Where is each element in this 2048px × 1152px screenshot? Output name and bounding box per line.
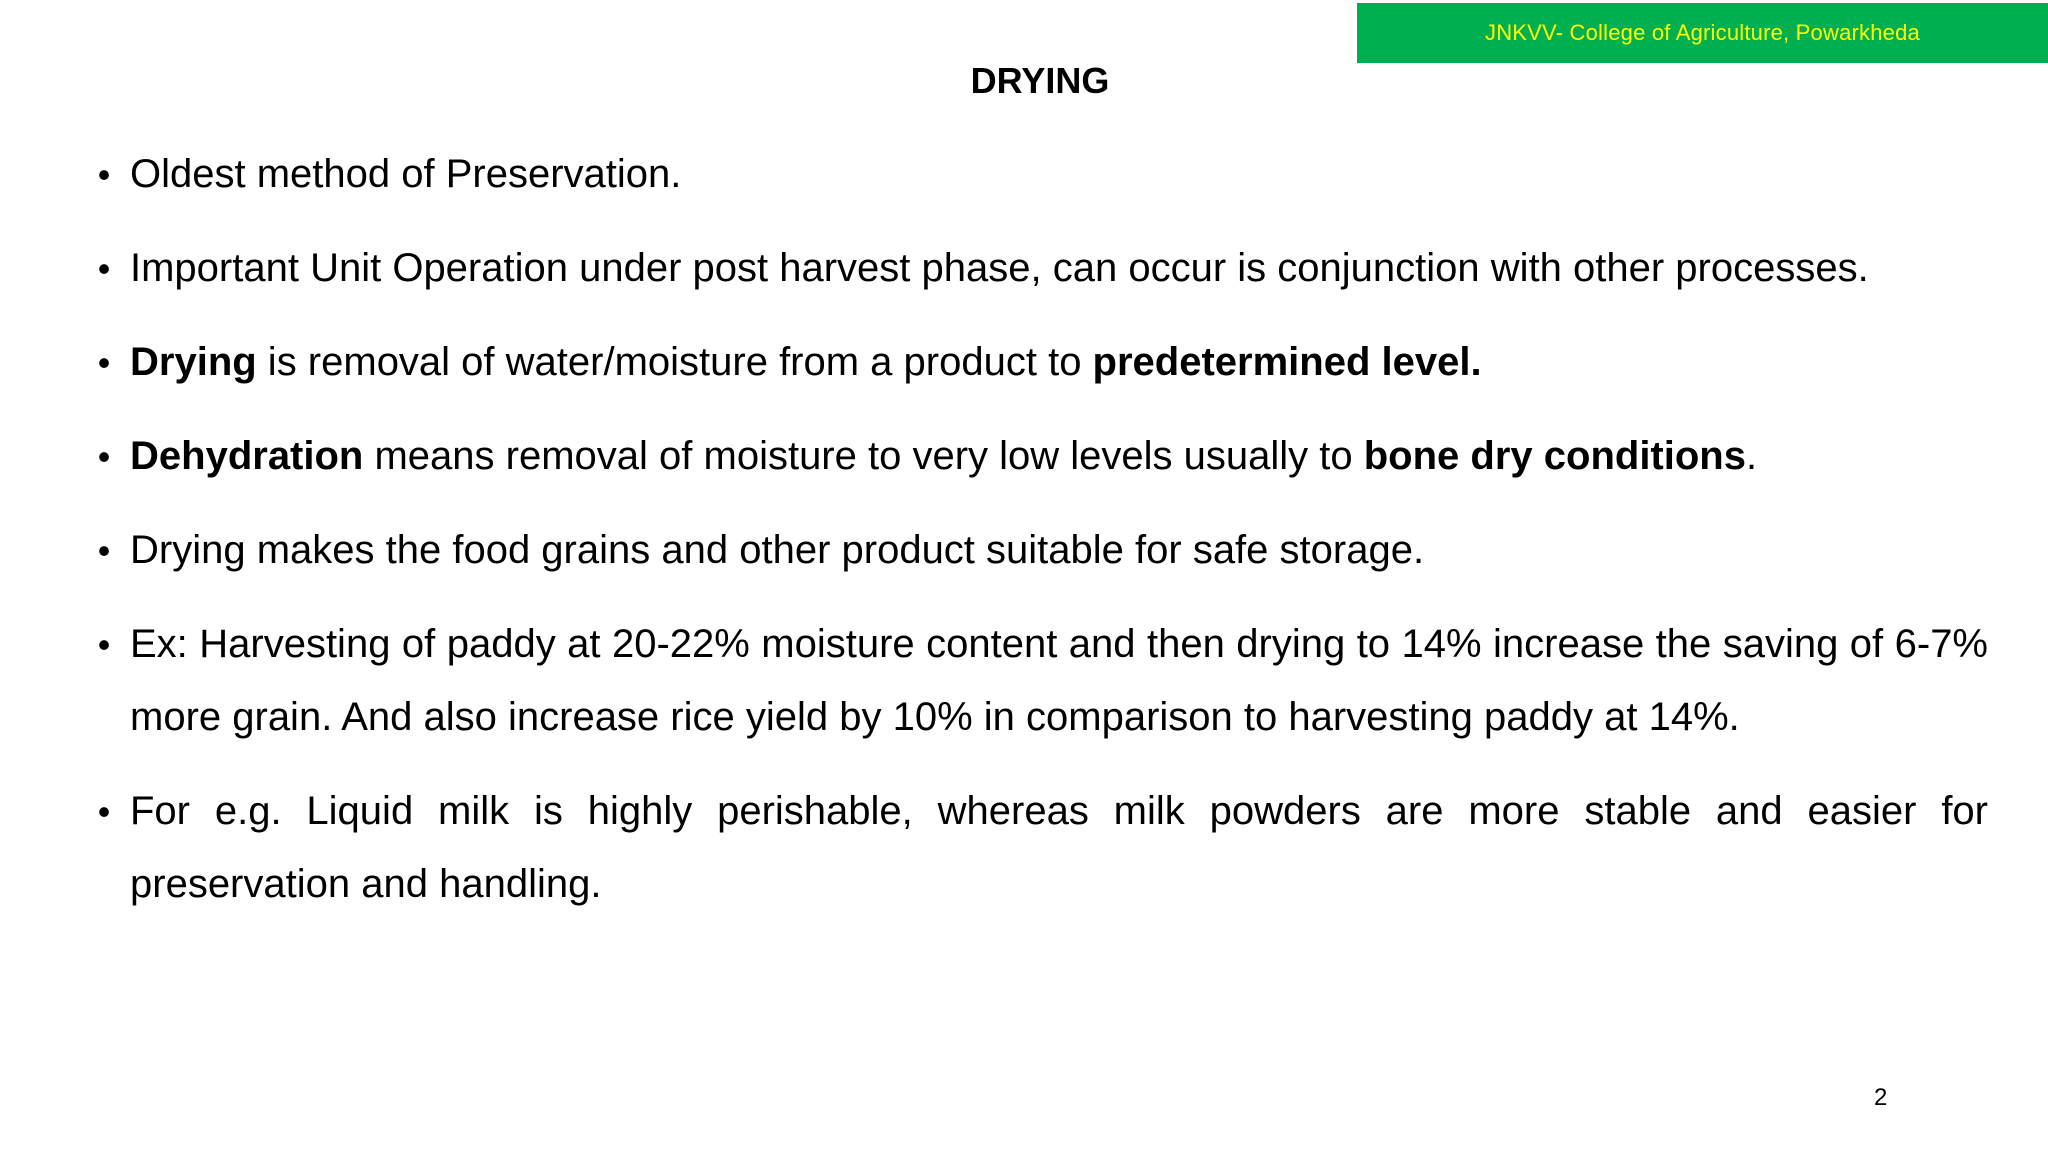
slide-title: DRYING <box>970 60 1110 101</box>
bullet-tail: . <box>1745 434 1758 478</box>
bullet-marker: • <box>97 342 111 383</box>
bullet-marker: • <box>97 436 111 477</box>
emphasis-predetermined-level: predetermined level. <box>1092 340 1482 384</box>
emphasis-bone-dry-conditions: bone dry conditions <box>1363 434 1746 478</box>
bullet-marker: • <box>97 624 111 665</box>
page-number: 2 <box>1874 1084 1888 1111</box>
term-dehydration: Dehydration <box>130 434 364 478</box>
bullet-text: Ex: Harvesting of paddy at 20-22% moisture content and then drying to 14% increase the saving of 6-7% more grain. And also increase rice yield by 10% in comparison to harvesting paddy at 14%. <box>130 622 1988 739</box>
bullet-list <box>90 138 1988 942</box>
bullet-item-oldest-method <box>90 138 1988 211</box>
bullet-marker: • <box>97 530 111 571</box>
bullet-marker: • <box>97 154 111 195</box>
bullet-text: Drying makes the food grains and other product suitable for safe storage. <box>130 528 1425 572</box>
college-banner <box>1357 3 2048 63</box>
bullet-marker: • <box>97 248 111 289</box>
bullet-text: Oldest method of Preservation. <box>130 152 682 196</box>
bullet-text: Important Unit Operation under post harvest phase, can occur is conjunction with other processes. <box>130 246 1869 290</box>
bullet-item-milk-example <box>90 775 1988 921</box>
bullet-item-drying-definition <box>90 326 1988 399</box>
bullet-text: is removal of water/moisture from a product to <box>256 340 1093 384</box>
bullet-item-unit-operation <box>90 232 1988 305</box>
bullet-text: For e.g. Liquid milk is highly perishable, whereas milk powders are more stable and easier for preservation and handling. <box>130 789 1988 906</box>
bullet-item-dehydration-definition <box>90 420 1988 493</box>
term-drying: Drying <box>130 340 257 384</box>
college-banner-text: JNKVV- College of Agriculture, Powarkheda <box>1485 20 1920 45</box>
bullet-text: means removal of moisture to very low levels usually to <box>363 434 1364 478</box>
bullet-item-paddy-example <box>90 608 1988 754</box>
bullet-item-safe-storage <box>90 514 1988 587</box>
bullet-marker: • <box>97 791 111 832</box>
